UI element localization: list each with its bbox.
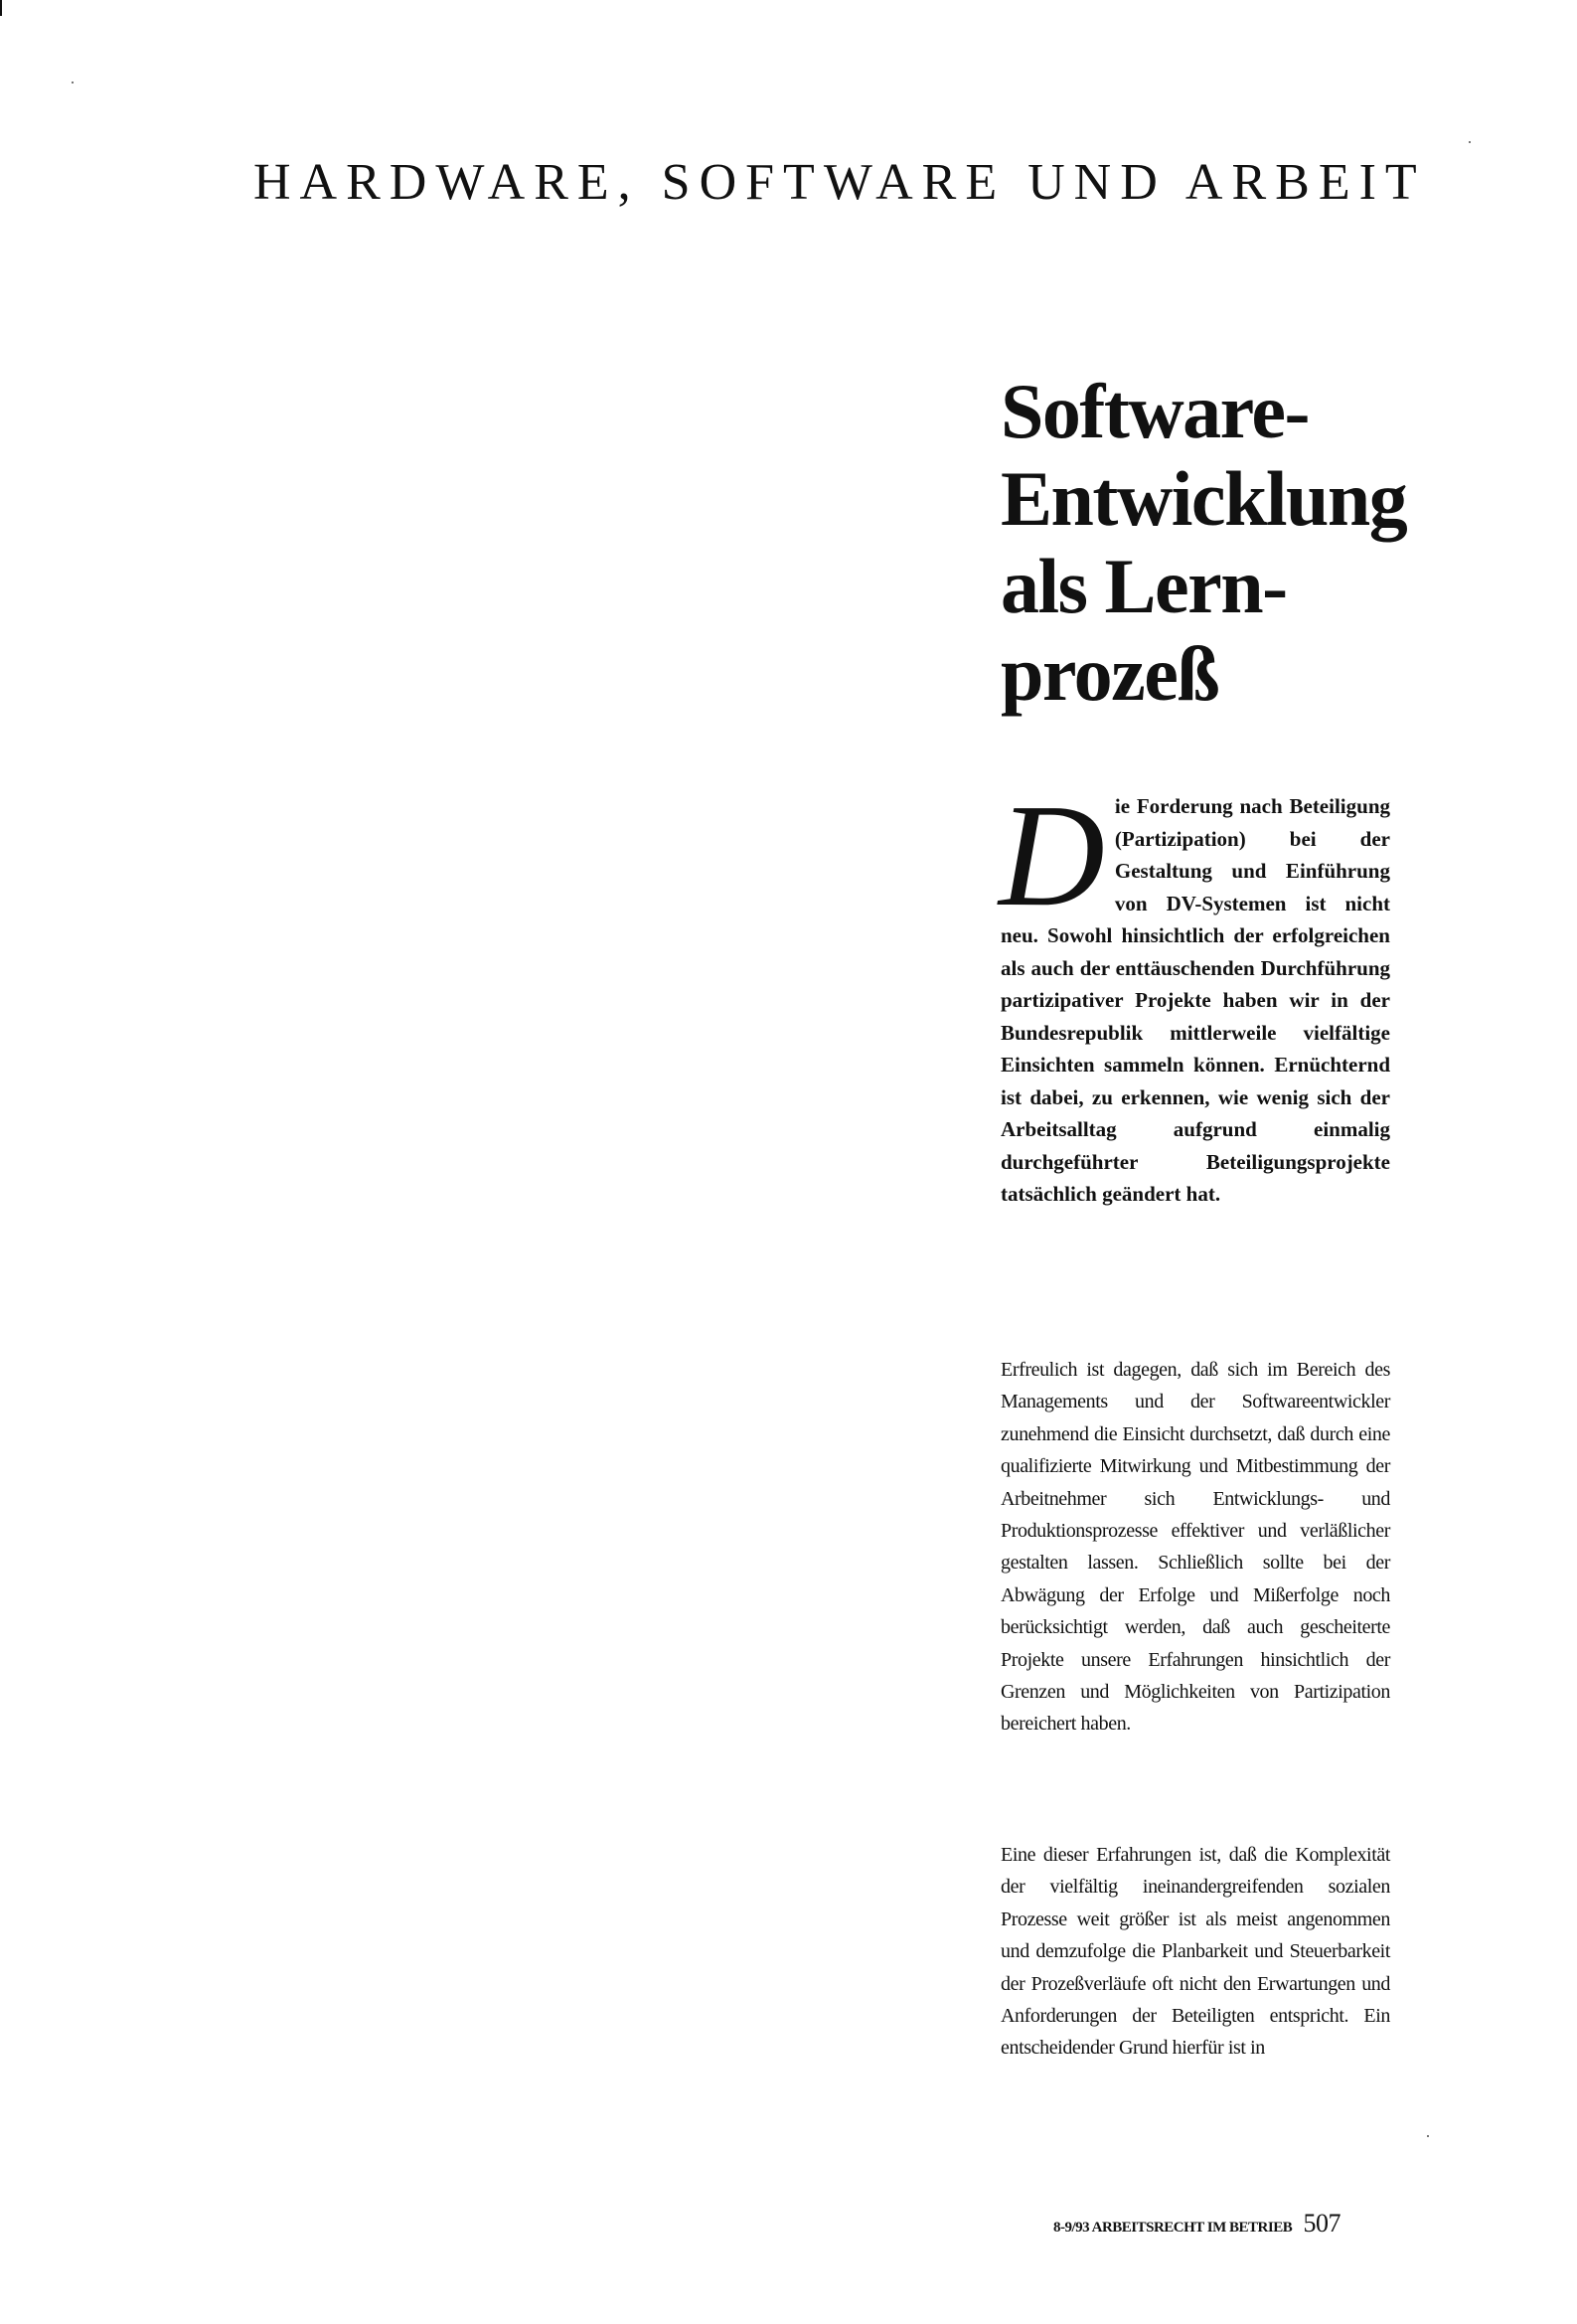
page-footer bbox=[1053, 2209, 1381, 2239]
scan-edge-mark bbox=[0, 0, 2, 16]
drop-cap: D bbox=[999, 774, 1105, 937]
scan-speck bbox=[1469, 141, 1471, 143]
title-line: Entwicklung bbox=[1001, 455, 1407, 542]
scan-speck bbox=[72, 82, 74, 83]
footer-journal: ARBEITSRECHT IM BETRIEB bbox=[1091, 2220, 1293, 2236]
title-line: Software- bbox=[1001, 368, 1309, 454]
lead-text: ie Forderung nach Beteiligung (Partizipation) bei der Gestaltung und Einführung von DV-Systemen ist nicht neu. Sowohl hinsichtlich der erfolgreichen als auch der enttäuschenden Durchführung partizipativer Projekte haben wir in der Bundesrepublik mittlerweile vielfältige Einsichten sammeln können. Ernüchternd ist dabei, zu erkennen, wie wenig sich der Arbeitsalltag aufgrund einmalig durchgeführter Beteiligungsprojekte tatsächlich geändert hat. bbox=[1001, 794, 1390, 1206]
title-line: als Lern- bbox=[1001, 543, 1287, 629]
footer-issue: 8-9/93 bbox=[1053, 2220, 1090, 2236]
body-paragraph: Eine dieser Erfahrungen ist, daß die Komplexität der vielfältig ineinandergreifenden sozialen Prozesse weit größer ist als meist angenommen und demzufolge die Planbarkeit und Steuerbarkeit der Prozeßverläufe oft nicht den Erwartungen und Anforderungen der Beteiligten entspricht. Ein entscheidender Grund hierfür ist in bbox=[1001, 1844, 1390, 2060]
scan-speck bbox=[1427, 2135, 1429, 2137]
lead-paragraph bbox=[999, 774, 1390, 1211]
page-number: 507 bbox=[1303, 2209, 1340, 2238]
body-paragraph: Erfreulich ist dagegen, daß sich im Bereich des Managements und der Softwareentwickler zunehmend die Einsicht durchsetzt, daß durch eine qualifizierte Mitwirkung und Mitbestimmung der Arbeitnehmer sich Entwicklungs- und Produktionsprozesse effektiver und verläßlicher gestalten lassen. Schließlich sollte bei der Abwägung der Erfolge und Mißerfolge noch berücksichtigt werden, daß auch gescheiterte Projekte unsere Erfahrungen hinsichtlich der Grenzen und Möglichkeiten von Partizipation bereichert haben. bbox=[1001, 1359, 1390, 1736]
article-title bbox=[1001, 368, 1478, 718]
section-header: HARDWARE, SOFTWARE UND ARBEIT bbox=[253, 154, 1426, 211]
title-line: prozeß bbox=[1001, 630, 1219, 717]
